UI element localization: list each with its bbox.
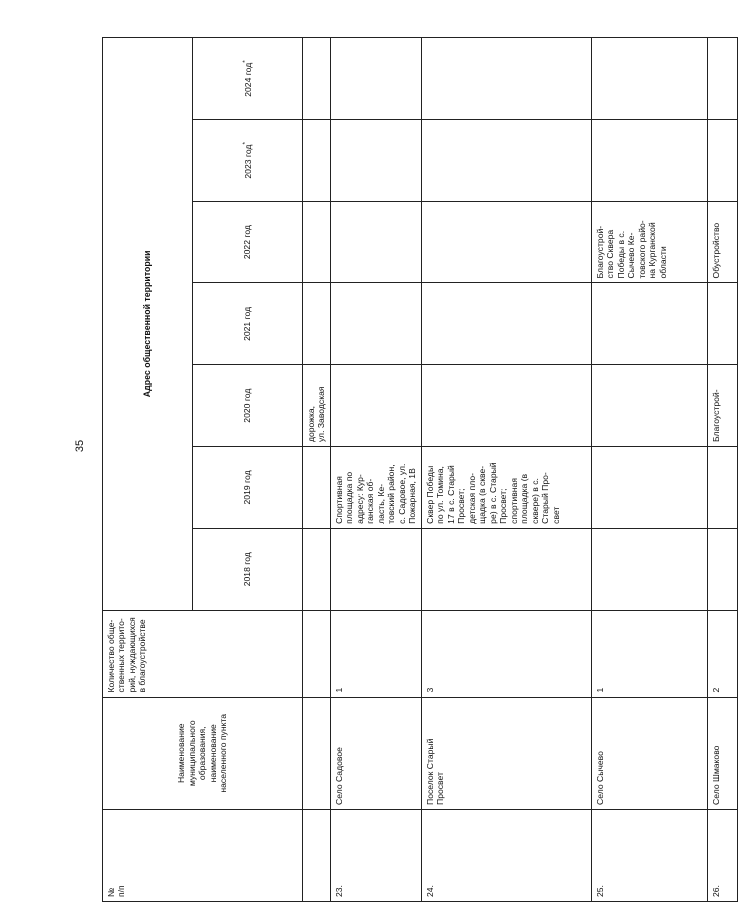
table-cell <box>303 38 331 120</box>
header-year-2019: 2019 год <box>193 447 303 529</box>
row-num: 25. <box>591 809 707 901</box>
row-count: 1 <box>330 610 421 697</box>
header-year-2023-star: * <box>241 142 249 145</box>
table-row <box>330 38 421 902</box>
header-year-2020: 2020 год <box>193 365 303 447</box>
row-2023 <box>591 119 707 201</box>
header-year-2023 <box>193 119 303 201</box>
row-name: Село Сычево <box>591 697 707 809</box>
row-2022: Обустройство <box>707 201 737 283</box>
row-count: 3 <box>421 610 591 697</box>
public-territories-table <box>102 37 738 902</box>
row-2019: Сквер Победы по ул. Томина, 17 в с. Старый Просвет; детская пло- щадка (в скве- ре) в с. Старый Просвет; спортивная площадка (в сквере) в с. Старый Про- свет <box>421 447 591 529</box>
table-cell <box>303 809 331 901</box>
rotated-table-inner <box>102 37 721 902</box>
row-2021 <box>707 283 737 365</box>
table-cell <box>303 447 331 529</box>
row-2018 <box>707 528 737 610</box>
header-year-2023-label: 2023 год <box>242 144 253 179</box>
row-2022 <box>330 201 421 283</box>
table-cell <box>303 119 331 201</box>
row-2020: Благоустрой- <box>707 365 737 447</box>
header-address-group: Адрес общественной территории <box>103 38 193 611</box>
table-cell <box>303 201 331 283</box>
row-2023 <box>421 119 591 201</box>
row-count: 2 <box>707 610 737 697</box>
table-cell <box>303 610 331 697</box>
row-name: Поселок Старый Просвет <box>421 697 591 809</box>
header-row-top <box>103 38 193 902</box>
row-2019 <box>591 447 707 529</box>
row-count: 1 <box>591 610 707 697</box>
row-2021 <box>421 283 591 365</box>
row-2021 <box>330 283 421 365</box>
row-name: Село Садовое <box>330 697 421 809</box>
row-2022 <box>421 201 591 283</box>
row-num: 26. <box>707 809 737 901</box>
rotated-table-frame <box>102 37 721 902</box>
row-2018 <box>330 528 421 610</box>
header-year-2018: 2018 год <box>193 528 303 610</box>
header-year-2024-label: 2024 год <box>242 62 253 97</box>
table-cell <box>303 528 331 610</box>
row-2018 <box>591 528 707 610</box>
row-num: 23. <box>330 809 421 901</box>
header-count: Количество обще- ственных террито- рий, нуждающихся в благоустройстве <box>103 610 303 697</box>
header-name: Наименование муниципального образования, наименование населенного пункта <box>103 697 303 809</box>
table-cell <box>303 697 331 809</box>
row-2019: Спортивная площадка по адресу: Кур- ганская об- ласть, Ке- товский район, с. Садовое, ул. Пожарная, 1В <box>330 447 421 529</box>
row-name: Село Шмаково <box>707 697 737 809</box>
row-2020 <box>421 365 591 447</box>
row-2019 <box>707 447 737 529</box>
row-2020 <box>591 365 707 447</box>
header-year-2024-star: * <box>241 60 249 63</box>
row-2023 <box>330 119 421 201</box>
row-2024 <box>591 38 707 120</box>
header-year-2024 <box>193 38 303 120</box>
carryover-2020: дорожка, ул. Заводская <box>303 365 331 447</box>
row-2024 <box>707 38 737 120</box>
row-2024 <box>330 38 421 120</box>
header-year-2021: 2021 год <box>193 283 303 365</box>
row-num: 24. <box>421 809 591 901</box>
row-2024 <box>421 38 591 120</box>
row-2021 <box>591 283 707 365</box>
table-row <box>421 38 591 902</box>
carryover-row <box>303 38 331 902</box>
table-row <box>707 38 737 902</box>
row-2023 <box>707 119 737 201</box>
header-num: № п/п <box>103 809 303 901</box>
row-2022: Благоустрой- ство Сквера Победы в с. Сычево Ке- товского райо- на Курганской области <box>591 201 707 283</box>
table-cell <box>303 283 331 365</box>
table-row <box>591 38 707 902</box>
row-2020 <box>330 365 421 447</box>
page-number: 35 <box>74 439 86 453</box>
row-2018 <box>421 528 591 610</box>
header-year-2022: 2022 год <box>193 201 303 283</box>
